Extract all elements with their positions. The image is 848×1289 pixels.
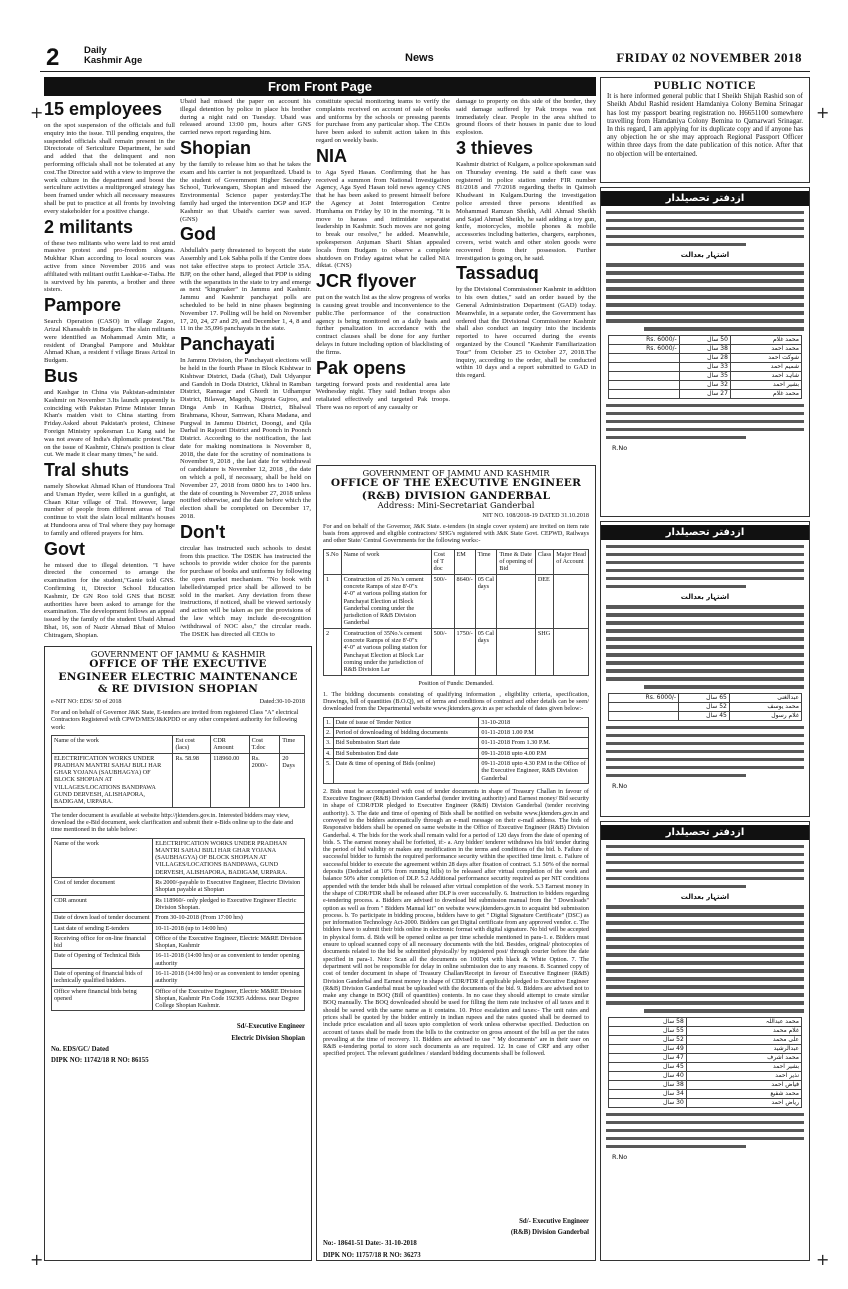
table-cell: 500/- — [431, 628, 454, 675]
table-row — [324, 574, 589, 628]
table-cell: 34 سال — [609, 1090, 687, 1099]
table-row — [609, 1099, 802, 1108]
tender-title: ENGINEER ELECTRIC MAINTENANCE — [58, 670, 298, 683]
table-cell: Last date of sending E-tenders — [52, 923, 153, 933]
table-cell: بشیر احمد — [730, 381, 801, 390]
table-cell: SHG — [535, 628, 553, 675]
table-cell — [554, 574, 589, 628]
article-text: targeting forward posts and residential area late Wednesday night. They said Indian troops also retaliated effectively and targeted Pak troops. There was no report of any casualty or — [316, 380, 450, 411]
table-cell: 2 — [324, 628, 342, 675]
table-cell: 45 سال — [679, 712, 730, 721]
table-cell: Rs 2000/-payable to Executive Engineer, Electric Division Shopian payable at Shopian — [153, 878, 305, 896]
tender-work-table — [51, 735, 305, 808]
table-row — [52, 951, 305, 969]
table-cell: غلام محمد — [686, 1027, 801, 1036]
table-cell: 500/- — [431, 574, 454, 628]
tender-signature: Sd/- Executive Engineer — [519, 1217, 589, 1225]
table-cell: CDR amount — [52, 895, 153, 913]
headline: Tral shuts — [44, 460, 130, 481]
table-cell: 16-11-2018 (14:00 hrs) or as convenient to tender opening authority — [153, 951, 305, 969]
table-row — [324, 758, 589, 783]
table-header: Name of work — [341, 549, 431, 574]
page-number: 2 — [46, 44, 60, 71]
table-row — [609, 1081, 802, 1090]
table-header: Major Head of Account — [554, 549, 589, 574]
tender-nit-number: e-NIT NO: EDS/ 50 of 2018 — [51, 697, 122, 705]
registration-mark-icon: + — [816, 103, 830, 122]
tender-work-table — [323, 549, 589, 676]
table-row — [609, 1036, 802, 1045]
tender-government: GOVERNMENT OF JAMMU & KASHMIR — [90, 649, 266, 659]
table-cell: Construction of 35No.'s cement concrete Ramps of size 8'-0"x 4'-0" at various polling station for Panchayat Election at Block Lar coming under the jurisdiction of R&B Division Lar — [341, 628, 431, 675]
table-cell: Rs. 2000/- — [249, 753, 280, 807]
table-cell: 49 سال — [609, 1045, 687, 1054]
table-header: EM — [454, 549, 475, 574]
table-cell: بشیر احمد — [686, 1063, 801, 1072]
tender-intro: For and on behalf of Governor J&K State, E-tenders are invited from registered Class "A" electrical Contractors Registered with CPWD/MES/J&KPDD or any other competent authority for following work: — [51, 709, 299, 731]
tender-notice-shopian — [44, 646, 312, 1261]
table-row — [609, 354, 802, 363]
headline: Panchayati — [180, 334, 276, 355]
urdu-banner: ازدفتر تحصیلدار — [601, 525, 809, 540]
table-cell: 20 Days — [280, 753, 305, 807]
table-cell: 38 سال — [679, 345, 730, 354]
table-cell: 2. — [324, 728, 334, 738]
table-cell: Date of opening of financial bids of technically qualified bidders. — [52, 969, 153, 987]
table-cell: 35 سال — [679, 372, 730, 381]
urdu-subheading: اشتہار بعدالت — [680, 892, 730, 901]
table-header: S.No — [324, 549, 342, 574]
table-row — [609, 1045, 802, 1054]
table-cell: 4. — [324, 748, 334, 758]
article-text: by the family to release him so that he takes the exam and his carrier is not jeopardized. Ubaid is the student of Government Higher Secondary School, Turkwangam, Shopian and missed the Environmental Science paper yesterday.The family had urged the intervention DGP and IGP Kashmir so that Ubaid's carrier was saved. (GNS) — [180, 160, 311, 223]
headline: Pampore — [44, 295, 122, 316]
table-header-row — [324, 549, 589, 574]
paper-name-line1: Daily — [84, 45, 107, 56]
table-cell: محمد عبداللہ — [686, 1018, 801, 1027]
tender-signature: Electric Division Shopian — [231, 1034, 305, 1042]
article-text: and Kashgar in China via Pakistan-administer Kashmir on November 3.Its launch apparently is coinciding with Pakistan Prime Minister Imran Khan's maiden visit to China starting from Friday.Asked about Pakistan's protest, Chinese Foreign Ministry spokesman Lu Kang said he was not aware of India's diplomatic protest."But on the issue of Kashmir, China's position is clear cut. We made it clear many times," he said. — [44, 388, 175, 459]
registration-mark-icon: + — [816, 1250, 830, 1269]
urdu-rno: R.No — [612, 1152, 628, 1161]
article-text: In Jammu Division, the Panchayati elections will be held in the fourth Phase in Block Kishtwar in Kishtwar District, Dada (Ghat), Dali Udyanpur and Gandoh in Doda District, Ukhral in Ramban District, Rannagar and Ghordi in Udhampur District, Bilawar, Magoth, Nagrota Gujroo, and Dinga Amb in Kathua District, Bhalwal Brahmana, Khour, Samwan, Khara Madana, and Purgwal in Jammu District, Doongi, and Qila Darhal in Rajouri District and Poonch in Poonch District. According to the notification, the last date for making nominations is November 8, 2018, the date for the scrutiny of nominations is November 9, 2018 , the last date for withdrawal of candidature is November 12, 2018 , the date on which a poll, if necessary, shall be held on November 27, 2018 from 0800 hrs to 1400 hrs. the date of counting is November 27, 2018 unless notified otherwise, and the date before which the election shall be completed on December 17, 2018. — [180, 357, 311, 521]
table-cell: 09-11-2018 upto 4.30 P.M in the Office of the Executive Engineer, R&B Division Ganderbal — [479, 758, 589, 783]
table-cell: 10-11-2018 (up to 14:00 hrs) — [153, 923, 305, 933]
table-cell: عبدالرشید — [686, 1045, 801, 1054]
table-cell — [497, 574, 535, 628]
table-row — [609, 381, 802, 390]
table-cell: 05 Cal days — [475, 628, 497, 675]
headline: Don't — [180, 521, 226, 542]
tender-dated: Dated:30-10-2018 — [259, 697, 305, 705]
table-cell: 47 سال — [609, 1054, 687, 1063]
article-text: of these two militants who were laid to rest amid massive protest and pro-freedom slogans. Mukhtar Khan according to local sources was active from since November 2016 and was affiliated with militant outfit Lashkar-e-Taiba. He is survived by his parents, a brother and three sisters. — [44, 239, 175, 294]
tender-title: & RE DIVISION SHOPIAN — [97, 683, 259, 696]
table-cell: 3. — [324, 738, 334, 748]
table-cell: 118960.00 — [211, 753, 249, 807]
headline: 2 militants — [44, 216, 134, 237]
table-header: Cost of T doc — [431, 549, 454, 574]
table-row — [324, 717, 589, 727]
table-cell: 40 سال — [609, 1072, 687, 1081]
table-cell: عبدالغنی — [729, 694, 801, 703]
table-cell: 31-10-2018 — [479, 717, 589, 727]
table-cell: Rs. 58.98 — [173, 753, 211, 807]
table-cell: Bid Submission End date — [333, 748, 479, 758]
urdu-notice-3 — [600, 821, 810, 1261]
headline: 15 employees — [44, 99, 163, 119]
tender-title: OFFICE OF THE EXECUTIVE ENGINEER — [330, 477, 582, 490]
registration-mark-icon: + — [30, 1250, 44, 1269]
article-text: Abdullah's party threatened to boycott the state Assembly and Lok Sabha polls if the Centre does not take effective steps to protect Article 35A. BJP, on the other hand, alleged that PDP is siding with the separatists in the state to try and emerge as next "kingmaker" in Jammu and Kashmir. Jammu and Kashmir panchayat polls are scheduled to be held in nine phases beginning November 17. Polling will be held on November 17, 20, 24, 27 and 29, and December 1, 4, 8 and 11 in the 35,096 panchayats in the state. — [180, 247, 311, 333]
table-cell — [497, 628, 535, 675]
table-row — [609, 336, 802, 345]
table-cell: 05 Cal days — [475, 574, 497, 628]
table-row — [609, 372, 802, 381]
table-row — [52, 986, 305, 1011]
table-cell: محمد شفیع — [686, 1090, 801, 1099]
table-cell: 01-11-2018 From 1.30 P.M. — [479, 738, 589, 748]
table-cell: 58 سال — [609, 1018, 687, 1027]
news-column-1 — [44, 98, 175, 643]
tender-nit-number: NIT NO. 108/2018-19 DATED 31.10.2018 — [482, 511, 589, 519]
table-header: CDR Amount — [211, 735, 249, 753]
table-cell: Period of downloading of bidding documents — [333, 728, 479, 738]
article-text: to Aga Syed Hasan. Confirming that he has received a summon from National Investigation Agency, Aga Syed Hasan told news agency CNS that he has been asked to present himself before the Agency at Joint Interrogation Centre Humhama on Friday by 10 in the morning. "It is move to harass and intimidate separatist leadership in Kashmir. Such moves are not going to break our resolve," he added. Meanwhile, spokesperson Anjuman Sharii Shian appealed locals from Budgam to observe a complete shutdown on Friday against what he called NIA diktat. (CNS) — [316, 168, 450, 270]
table-cell: 33 سال — [679, 363, 730, 372]
public-notice — [600, 77, 810, 183]
article-text: damage to property on this side of the border, they said damage suffered by Pak troops was not immediately clear. People in the area shifted to ground floors of their houses in panic due to loud explosion. — [456, 98, 596, 137]
table-cell — [554, 628, 589, 675]
headline: Shopian — [180, 137, 251, 158]
table-cell: Date of Opening of Technical Bids — [52, 951, 153, 969]
table-row — [609, 1018, 802, 1027]
urdu-subheading: اشتہار بعدالت — [680, 250, 730, 259]
tender-note: The tender document is available at website http://jktenders.gov.in. Interested bidders may view, download the e-Bid document, seek clarification and submit their e-Bids online up to the date and time mentioned in the table below: — [51, 811, 294, 834]
article-text: he missed due to illegal detention. "I have directed the concerned to arrange the examination for the student,"Ganie told GNS. Confirming it, Director School Education Kashmir, Dr GN Roo told GNS that BOSE authorities have been asked to arrange for the examination. The development follows an appeal issued by the family of the student Ubaid Ahmad Bhat, 16, son of Nazir Ahmad Bhat of Muloo Chitragam, Shopian. — [44, 561, 175, 639]
table-row — [52, 753, 305, 807]
headline: NIA — [316, 145, 347, 166]
table-cell: محمد غلام — [730, 336, 801, 345]
table-cell: ریاض احمد — [686, 1099, 801, 1108]
headline: 3 thieves — [456, 137, 534, 158]
table-row — [609, 363, 802, 372]
tender-signature: Sd/-Executive Engineer — [236, 1023, 305, 1031]
table-cell: 52 سال — [609, 1036, 687, 1045]
funds-position: Position of Funds: Demanded. — [418, 679, 494, 687]
table-cell: Rs. 6000/- — [609, 694, 679, 703]
table-cell: Date of issue of Tender Notice — [333, 717, 479, 727]
table-cell: Date of down load of tender document — [52, 913, 153, 923]
headline: JCR flyover — [316, 271, 417, 292]
table-row — [609, 1027, 802, 1036]
table-cell: محمد احمد — [730, 345, 801, 354]
table-cell: 30 سال — [609, 1099, 687, 1108]
table-header: Name of the work — [52, 735, 173, 753]
tender-notice-ganderbal — [316, 465, 596, 1261]
table-cell: ELECTRIFICATION WORKS UNDER PRADHAN MANTRI SAHAJ BIJLI HAR GHAR YOJANA (SAUBHAGYA) OF BLOCK SHOPIAN AT VILLAGES/LOCATIONS BANDPAWA GUND DERVESH, ALISHAPORA, BADIGAM, URPARA. — [52, 753, 173, 807]
paper-name — [84, 46, 142, 66]
table-header: Est cost (lacs) — [173, 735, 211, 753]
paper-name-line2: Kashmir Age — [84, 55, 143, 66]
masthead — [40, 42, 810, 72]
tender-schedule-table — [323, 717, 589, 784]
table-row — [609, 390, 802, 399]
table-cell: 01-11-2018 1.00 P.M — [479, 728, 589, 738]
tender-title: (R&B) DIVISION GANDERBAL — [361, 489, 551, 502]
table-row — [609, 703, 802, 712]
table-cell: 32 سال — [679, 381, 730, 390]
urdu-table — [608, 693, 802, 721]
table-header: Time — [280, 735, 305, 753]
table-cell: Rs. 6000/- — [609, 336, 680, 345]
notice-text: It is here informed general public that I Sheikh Shijah Rashid son of Sheikh Abdul Rashid resident Hamdaniya Colony Bemina Srinagar has lost my passport bearing registration no. H6651100 somewhere travelling from Hamdaniya Colony Bemina to Qamarwari Srinagar. In this regard, I am applying for its duplicate copy and if anyone has any objection he or she may approach Regional Passport Officer within three days from the date publication of this notice. After that no objection will be entertained. — [607, 92, 803, 158]
tender-reference: No. EDS/GC/ Dated — [51, 1046, 109, 1054]
urdu-notice-2 — [600, 521, 810, 817]
section-label: News — [405, 52, 434, 64]
tender-conditions: 2. Bids must be accompanied with cost of tender documents in shape of Treasury Challan in favour of Executive Engineer (R&B) Division Ganderbal (tender inviting authority) and Earnest money/ Bid security in shape of CDR/FDR pledged to Executive Engineer (R&B) Division Ganderbal (tender receiving authority). 3. The date and time of opening of Bids shall be notified on website www.jktenders.gov.in and conveyed to the bidders automatically through an e-mail message on their e-mail address. The bids of Responsive bidders shall be opened on same website in the Office of Executive Engineer (R&B) Division Ganderbal. 4. The bids for the work shall remain valid for a period of 120 days from the date of opening of bids. 5. The earnest money shall be forfeited, if:- a. Any bidder/ tenderer withdraws his bid/ tender during the period of bid validity or makes any modification in the terms and conditions of the bid. b. Failure of successful bidder to furnish the required performance security within the specified time limit. c. Failure of successful bidder to execute the agreement within 28 days after fixation of contract. 5.1 50% of the normal deposits (Deducted at 10% from running bills) to be released after virtual completion of the work and balance 50% after completion of DLP. 5.2 Additional performance security required as per NIT conditions appended with the tender bids shall be released after virtual completion of the work. 5.3 Earnest money in the shape of CDR/FDR shall be released after DLP is over successfully. 6. Instruction to bidders regarding e-tendering process. a. Bidders are advised to download bid submission manual from the " Downloads" option as well as from " Bidders Manual kit" on website www.jktenders.gov.in to acquaint bid submission process. b. To participate in bidding process, bidders have to get " Digital Signature Certificate" (DSC) as per information Technology Act-2000. Bidders can get Digital certificate from any approved vendor. c. The bidders have to submit their bids online in electronic format with digital signature. No bid will be accepted in physical form. d. Bids will be opened online as per time schedule mentioned in para-1. e. Bidders must ensure to upload scanned copy of all necessary documents with the bid. Besides, original/ photocopies of documents related to the bid be submitted physically/ by registered post/ through courier before the date specified in para-1. Note: Scan all the documents on 100Dpi with black & White Option. 7. The department will not be responsible for delay in online submission due to any reasons. 8. Scanned copy of cost of tender document in shape of Treasury Challan/Receipt in favour of Executive Engineer (R&B) Division Ganderbal and Earnest money in shape of CDR/FDR if applicable pledged to Executive Engineer (R&B) Division Ganderbal must be uploaded with the documents of the bid. 9. Bidders are advised not to make any change in BOQ (Bill of quantities) contents. In no case they should attempt to create similar BOQ manually. The BOQ downloaded should be used for filling the item rate inclusive of all taxes and it should be saved with the same name as it contains. 10. Price escalation and taxes:- The unit rates and prices shall be quoted by the bidder entirely in indian rupees and the rates quoted shall be deemed to include price escalation and all taxes upto completion of work unless otherwise specified. Deduction on account of taxes shall be made from the bills to the contractor on gross amount of the bill as per the rates prevailing at the time of recovery. 11. Bidders are advised to use " My documents" are in their user on R&B e-tendering portal to store such documents as are required. 12. In case of CRF and any other specified project. The relevant guidelines / standard bidding documents shall be followed. — [323, 787, 589, 1058]
table-row — [52, 838, 305, 877]
urdu-rno: R.No — [612, 781, 628, 790]
table-row — [609, 694, 802, 703]
table-row — [609, 345, 802, 354]
table-cell: From 30-10-2018 (From 17:00 hrs) — [153, 913, 305, 923]
table-cell: 1 — [324, 574, 342, 628]
tender-intro: For and on behalf of the Governor, J&K State. e-tenders (in single cover system) are invited on item rate basis from approved and eligible contractors/ SHG's registered with J&K State Govt. CEPWD, Railways and other State/ Central Governments for the following works:- — [323, 522, 589, 545]
headline: Pak opens — [316, 357, 407, 378]
table-cell: 8640/- — [454, 574, 475, 628]
article-text: put on the watch list as the slow progress of works is causing great trouble and inconvenience to the public.The performance of the construction agency is being monitored on a daily basis and further penalization in accordance with the contract clauses shall be done for any further delays in future including option of blacklisting of the firms. — [316, 294, 450, 356]
table-header: Time & Date of opening of Bid — [497, 549, 535, 574]
urdu-banner: ازدفتر تحصیلدار — [601, 825, 809, 840]
table-cell: 52 سال — [679, 703, 730, 712]
table-row — [609, 1063, 802, 1072]
article-text: Search Operation (CASO) in village Zagoo, Arizal Khansahib in Budgam. The slain militants were identified as Mohammad Amin Mir, a resident of Drangbal Pampore and Mukhtar Ahmad Khan, a resident f village Brass Arizal in Budgam. — [44, 318, 175, 365]
tender-signature: (R&B) Division Ganderbal — [510, 1229, 589, 1237]
table-cell: 50 سال — [679, 336, 730, 345]
table-cell: ELECTRIFICATION WORKS UNDER PRADHAN MANTRI SAHAJ BIJLI HAR GHAR YOJANA (SAUBHAGYA) OF BLOCK SHOPIAN AT VILLAGES/LOCATIONS BANDPAWA, GUND DERVESH, ALISHAPORA, BADIGAM, URPARA. — [153, 838, 305, 877]
table-header-row — [52, 735, 305, 753]
table-row — [52, 913, 305, 923]
table-cell: شاہد احمد — [730, 372, 801, 381]
registration-mark-icon: + — [30, 103, 44, 122]
table-cell: 1. — [324, 717, 334, 727]
article-text: on the spot suspension of the officials and full enquiry into the issue. Till pending enquires, the suspended officials shall remain present in the Directorate of Sericulture Department, he said and added that the delinquent and non performing officials shall not be tolerated at any cost.The Director said with a view to improve the work culture in the department and boost the sericulture activities a multipronged strategy has been framed under which all necessary measures shall be put to practice at all fronts by involving every stakeholder for a positive change. — [44, 122, 175, 215]
table-row — [52, 969, 305, 987]
table-cell: فیاض احمد — [686, 1081, 801, 1090]
table-cell: 38 سال — [609, 1081, 687, 1090]
table-cell: 45 سال — [609, 1063, 687, 1072]
article-text: Kashmir district of Kulgam, a police spokesman said on Thursday evening. He said a theft case was registered in police station under FIR number 81/2018 and 77/2018 regarding thefts in Qaimoh Khudwani in Kulgam.During the investigation police arrested three persons identified as Mohammad Ramzan Sheikh, Adil Ahmad Sheikh and Sajad Ahmad Sheikh, he said adding a toy gun, knife, motorcycles, mobile phones & mobile accessories including batteries, chargers, earphones, covers, wrist watch and other stolen goods were recovered from their possession. Further investigation is going on, he said. — [456, 160, 596, 262]
table-row — [324, 738, 589, 748]
table-cell: Rs. 6000/- — [609, 345, 680, 354]
tender-details-table — [51, 838, 305, 1012]
table-cell: 16-11-2018 (14:00 hrs) or as convenient to tender opening authority — [153, 969, 305, 987]
table-row — [324, 728, 589, 738]
headline: Govt — [44, 538, 86, 559]
table-cell: Rs 118960/- only pledged to Executive Engineer Electric Division Shopian. — [153, 895, 305, 913]
table-cell: 65 سال — [679, 694, 730, 703]
table-row — [324, 628, 589, 675]
tender-address: Address: Mini-Secretariat Ganderbal — [377, 500, 535, 511]
urdu-table — [608, 1017, 802, 1108]
table-cell: شوکت احمد — [730, 354, 801, 363]
tender-reference: No:- 18641-51 Date:- 31-10-2018 — [323, 1240, 417, 1248]
article-text: by the Divisional Commissioner Kashmir in addition to his own duties," said an order issued by the General Administration Department (GAD) today. Meanwhile, in a separate order, the Government has ordered that the Divisional Commissioner Kashmir shall also conduct an inquiry into the incidents reported to have occurred during the events organized by the Council "Kashmir Familiarization Tour" from October 25 to October 27, 2018.The inquiry, according to the order, shall be conducted within 10 days and a report submitted to GAD in this regard. — [456, 286, 596, 380]
article-text: Ubaid had missed the paper on account his illegal detention by police in place his brother during a night raid on Tuesday. Ubaid was released around 13:00 pm, hours after GNS carried news report regarding him. — [180, 98, 311, 137]
table-cell: 1750/- — [454, 628, 475, 675]
table-row — [52, 923, 305, 933]
table-row — [609, 1072, 802, 1081]
table-row — [324, 748, 589, 758]
table-cell: 28 سال — [679, 354, 730, 363]
table-cell: 55 سال — [609, 1027, 687, 1036]
table-cell: Office where financial bids being opened — [52, 986, 153, 1011]
table-header: Class — [535, 549, 553, 574]
urdu-table — [608, 335, 802, 399]
table-cell: 09-11-2018 upto 4.00 P.M — [479, 748, 589, 758]
headline: Bus — [44, 365, 79, 386]
table-cell: نذیر احمد — [686, 1072, 801, 1081]
table-row — [52, 895, 305, 913]
urdu-notice-1 — [600, 187, 810, 517]
table-cell: Bid Submission Start date — [333, 738, 479, 748]
table-cell: محمد اشرف — [686, 1054, 801, 1063]
table-row — [52, 878, 305, 896]
table-row — [609, 1090, 802, 1099]
table-cell: علی محمد — [686, 1036, 801, 1045]
article-text: circular has instructed such schools to desist from this practice. The DSEK has instructed the schools to provide wider choice for the parents for purchase of books and uniforms by following the open market mechanism. "No book with labelled/stamped price shall be allowed to be sold in the market. Any deviation from these instructions, if noticed, shall be viewed seriously and action will be taken as per the provisions of the law which may include de-recognition /withdrawal of NOC also," the circular reads. The DSEK has directed all CEOs to — [180, 544, 311, 638]
article-text: constitute special monitoring teams to verify the complaints received on account of sale of books and uniforms by the schools or pressing parents for purchase from any particular shop. The CEOs have been asked to submit action taken in this regard on weekly basis. — [316, 98, 450, 144]
table-cell: محمد یوسف — [729, 703, 801, 712]
urdu-banner: ازدفتر تحصیلدار — [601, 191, 809, 206]
urdu-subheading: اشتہار بعدالت — [680, 592, 730, 601]
table-cell: Construction of 26 No.'s cement concrete Ramps of size 8'-0"x 4'-0" at various polling station for Panchayat Election at Block Ganderbal coming under the jurisdiction of R&B Division Ganderbal — [341, 574, 431, 628]
table-cell: غلام رسول — [729, 712, 801, 721]
table-row — [609, 1054, 802, 1063]
news-column-3 — [316, 98, 450, 458]
table-cell: Date & time of opening of Bids (online) — [333, 758, 479, 783]
table-cell: 5. — [324, 758, 334, 783]
table-row — [52, 933, 305, 951]
section-banner: From Front Page — [44, 77, 596, 96]
dateline: FRIDAY 02 NOVEMBER 2018 — [616, 50, 802, 65]
headline: Tassaduq — [456, 263, 539, 284]
table-cell: Receiving office for on-line financial bid — [52, 933, 153, 951]
table-cell: Cost of tender document — [52, 878, 153, 896]
table-header: Cost T.doc — [249, 735, 280, 753]
dipk-number: DIPK NO: 11757/18 R NO: 36273 — [323, 1251, 421, 1259]
headline: God — [180, 224, 216, 245]
news-column-2 — [180, 98, 311, 643]
table-cell: Office of the Executive Engineer, Electric M&RE Division Shopian, Kashmir — [153, 933, 305, 951]
table-cell: محمد غلام — [730, 390, 801, 399]
table-cell: Office of the Executive Engineer, Electric M&RE Division Shopian, Kashmir Pin Code 192305 Address. near Degree College Shopian Kashmir. — [153, 986, 305, 1011]
table-cell: شمیم احمد — [730, 363, 801, 372]
table-cell: DEE — [535, 574, 553, 628]
table-cell: 27 سال — [679, 390, 730, 399]
dipk-number: DIPK NO: 11742/18 R NO: 86155 — [51, 1057, 149, 1065]
table-header: Time — [475, 549, 497, 574]
table-row — [609, 712, 802, 721]
table-cell: Name of the work — [52, 838, 153, 877]
news-column-4 — [456, 98, 596, 458]
tender-title: OFFICE OF THE EXECUTIVE — [89, 658, 267, 671]
urdu-rno: R.No — [612, 443, 628, 452]
tender-paragraph: 1. The bidding documents consisting of qualifying information , eligibility criteria, specification, Drawings, bill of quantities (B.O.Q), set of terms and conditions of contract and other details can be seen/ downloaded from the Departmental website www.jktenders.gov.in as per schedule of dates given below:- — [323, 690, 589, 713]
notice-title: PUBLIC NOTICE — [653, 78, 757, 92]
tender-government: GOVERNMENT OF JAMMU AND KASHMIR — [362, 468, 550, 478]
article-text: namely Showkat Ahmad Khan of Hundoora Tral and Usman Hyder, were killed in a gunfight, at Chaan Kitar village of Tral. However, large number of people from different areas of Tral continue to visit the slain local militant's houses at Hundoora area of Tral where they pay homage to family and offered prayers for him. — [44, 483, 175, 537]
